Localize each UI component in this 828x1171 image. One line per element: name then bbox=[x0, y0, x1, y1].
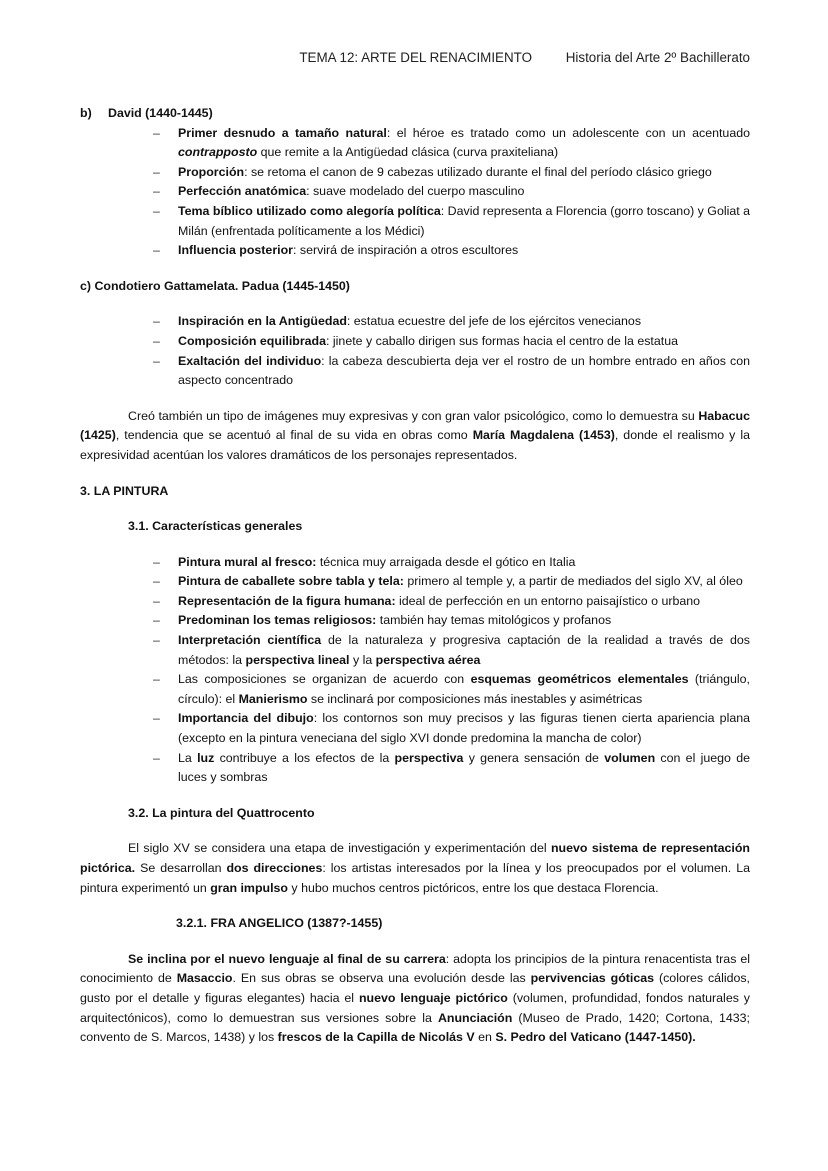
item-bold: Primer desnudo a tamaño natural bbox=[178, 125, 387, 140]
list-item bbox=[80, 611, 750, 631]
item-text: : el héroe es tratado como un adolescente con un acentuado bbox=[386, 125, 750, 140]
bold-run: S. Pedro del Vaticano (1447-1450). bbox=[495, 1030, 696, 1045]
list-item bbox=[80, 332, 750, 352]
text-run: Se desarrollan bbox=[135, 861, 227, 875]
text-run: Las composiciones se organizan de acuerdo con bbox=[178, 672, 471, 687]
list-item bbox=[80, 312, 750, 332]
section-fra-angelico-title: 3.2.1. FRA ANGELICO (1387?-1455) bbox=[176, 916, 383, 931]
header-topic: TEMA 12: ARTE DEL RENACIMIENTO bbox=[299, 50, 532, 65]
bold-run: nuevo sistema de representación pictórica. bbox=[80, 841, 750, 875]
bold-run: Se inclina por el nuevo lenguaje al final de su carrera bbox=[128, 951, 446, 966]
item-bold-italic: contrapposto bbox=[178, 145, 258, 160]
bold-run: frescos de la Capilla de Nicolás V bbox=[277, 1030, 475, 1045]
bold-run: perspectiva bbox=[394, 750, 464, 765]
david-heading bbox=[80, 104, 750, 124]
bold-run: perspectiva lineal bbox=[245, 652, 350, 667]
text-run: de la naturaleza y progresiva captación de la realidad a través de dos métodos: la bbox=[178, 633, 750, 667]
text-run: , donde el realismo y la expresividad acentúan los valores dramáticos de los personajes representados. bbox=[80, 428, 750, 462]
list-item bbox=[80, 592, 750, 612]
text-run: : adopta los principios de la pintura renacentista tras el conocimiento de bbox=[80, 951, 750, 986]
item-bold: Influencia posterior bbox=[178, 243, 293, 258]
david-list bbox=[80, 124, 750, 261]
item-bold: Tema bíblico utilizado como alegoría política bbox=[178, 203, 441, 218]
item-text: : David representa a Florencia (gorro toscano) y Goliat a Milán (enfrentada políticamente a los Médici) bbox=[178, 203, 751, 238]
item-bold: Perfección anatómica bbox=[178, 184, 307, 199]
text-run: y la bbox=[349, 652, 376, 667]
david-letter: b) bbox=[80, 106, 92, 120]
text-run: (volumen, profundidad, fondos naturales y arquitectónicos), como lo demuestran sus versiones sobre la bbox=[80, 990, 750, 1025]
section-caracteristicas-title: 3.1. Características generales bbox=[128, 519, 303, 534]
bold-run: Habacuc (1425) bbox=[80, 408, 750, 443]
item-text: : jinete y caballo dirigen sus formas hacia el centro de la estatua bbox=[326, 333, 678, 348]
item-bold: Proporción bbox=[178, 164, 245, 179]
bold-run: Interpretación científica bbox=[178, 633, 322, 648]
text-run: en bbox=[474, 1030, 496, 1045]
list-item bbox=[80, 163, 750, 183]
list-item bbox=[80, 631, 750, 670]
quattrocento-paragraph bbox=[80, 839, 750, 898]
text-run: se inclinará por composiciones más inestables y asimétricas bbox=[307, 691, 643, 706]
text-run: también hay temas mitológicos y profanos bbox=[376, 613, 612, 628]
text-run: , tendencia que se acentuó al final de su vida en obras como bbox=[115, 428, 473, 443]
list-item bbox=[80, 352, 750, 391]
list-item bbox=[80, 182, 750, 202]
item-text: : servirá de inspiración a otros escultores bbox=[292, 243, 519, 258]
list-item bbox=[80, 553, 750, 573]
section-pintura-title: 3. LA PINTURA bbox=[80, 483, 169, 498]
text-run: Creó también un tipo de imágenes muy expresivas y con gran valor psicológico, como lo demuestra su bbox=[128, 408, 699, 423]
list-item bbox=[80, 124, 750, 163]
text-run: contribuye a los efectos de la bbox=[214, 750, 395, 765]
list-item bbox=[80, 202, 750, 241]
text-run: (triángulo, círculo): el bbox=[178, 672, 750, 706]
text-run: La bbox=[178, 750, 198, 765]
page-header bbox=[299, 50, 750, 65]
item-text: : se retoma el canon de 9 cabezas utilizado durante el final del período clásico griego bbox=[244, 164, 712, 179]
text-run: : los contornos son muy precisos y las figuras tienen cierta apariencia plana (excepto en la pintura veneciana del siglo XVI donde predomina la mancha de color) bbox=[178, 711, 750, 746]
section-quattrocento-title: 3.2. La pintura del Quattrocento bbox=[128, 805, 315, 820]
item-text: que remite a la Antigüedad clásica (curva praxiteliana) bbox=[257, 145, 559, 160]
list-item bbox=[80, 670, 750, 709]
page-content bbox=[80, 104, 750, 1048]
text-run: con el juego de luces y sombras bbox=[178, 750, 750, 785]
bold-run: perspectiva aérea bbox=[375, 652, 481, 667]
text-run: técnica muy arraigada desde el gótico en Italia bbox=[316, 554, 576, 569]
text-run: ideal de perfección en un entorno paisajístico o urbano bbox=[395, 593, 701, 608]
item-text: : suave modelado del cuerpo masculino bbox=[306, 184, 525, 199]
text-run: y genera sensación de bbox=[463, 750, 605, 765]
header-course: Historia del Arte 2º Bachillerato bbox=[565, 50, 750, 65]
text-run: primero al temple y, a partir de mediados del siglo XV, al óleo bbox=[403, 574, 743, 589]
item-text: : la cabeza descubierta deja ver el rostro de un hombre entrado en años con aspecto concentrado bbox=[178, 353, 751, 388]
bold-run: Predominan los temas religiosos: bbox=[178, 613, 377, 628]
bold-run: volumen bbox=[604, 750, 656, 765]
text-run: . En sus obras se observa una evolución desde las bbox=[232, 971, 531, 986]
bold-run: dos direcciones bbox=[226, 861, 323, 875]
text-run: (colores cálidos, gusto por el detalle y figuras elegantes) hacia el bbox=[80, 971, 751, 1005]
item-text: : estatua ecuestre del jefe de los ejércitos venecianos bbox=[346, 314, 642, 329]
text-run: : los artistas interesados por la línea y los preocupados por el volumen. La pintura experimentó un bbox=[80, 861, 750, 895]
text-run: El siglo XV se considera una etapa de investigación y experimentación del bbox=[128, 841, 551, 856]
bold-run: Pintura mural al fresco: bbox=[178, 554, 317, 569]
gattamelata-heading: c) Condotiero Gattamelata. Padua (1445-1450) bbox=[80, 278, 350, 293]
bold-run: nuevo lenguaje pictórico bbox=[358, 990, 508, 1005]
fra-angelico-paragraph bbox=[80, 950, 750, 1048]
bold-run: Representación de la figura humana: bbox=[178, 593, 396, 608]
bold-run: Pintura de caballete sobre tabla y tela: bbox=[178, 574, 404, 589]
item-bold: Composición equilibrada bbox=[178, 333, 327, 348]
list-item bbox=[80, 749, 750, 788]
bold-run: pervivencias góticas bbox=[530, 971, 655, 986]
text-run: y hubo muchos centros pictóricos, entre los que destaca Florencia. bbox=[287, 880, 659, 895]
bold-run: Masaccio bbox=[176, 971, 233, 986]
gattamelata-list bbox=[80, 312, 750, 390]
bold-run: luz bbox=[197, 750, 215, 765]
bold-run: Importancia del dibujo bbox=[178, 711, 314, 726]
list-item bbox=[80, 572, 750, 592]
text-run: (Museo de Prado, 1420; Cortona, 1433; convento de S. Marcos, 1438) y los bbox=[80, 1010, 750, 1045]
caracteristicas-list bbox=[80, 553, 750, 788]
bold-run: Anunciación bbox=[437, 1010, 513, 1025]
bold-run: Manierismo bbox=[238, 691, 308, 706]
habacuc-paragraph bbox=[80, 407, 750, 466]
bold-run: esquemas geométricos elementales bbox=[470, 672, 689, 687]
item-bold: Exaltación del individuo bbox=[178, 353, 322, 368]
item-bold: Inspiración en la Antigüedad bbox=[178, 314, 347, 329]
list-item bbox=[80, 709, 750, 748]
bold-run: María Magdalena (1453) bbox=[472, 428, 615, 443]
list-item bbox=[80, 241, 750, 261]
bold-run: gran impulso bbox=[210, 880, 288, 895]
david-title: David (1440-1445) bbox=[108, 106, 213, 120]
